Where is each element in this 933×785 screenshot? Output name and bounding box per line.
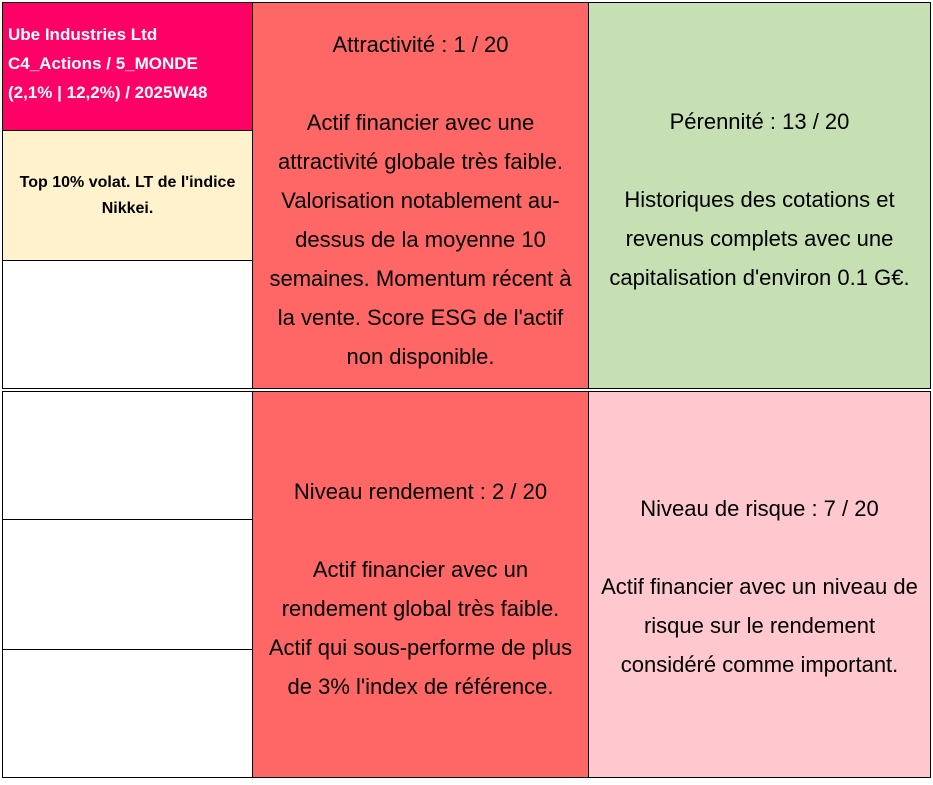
risque-heading: Niveau de risque : 7 / 20 bbox=[640, 496, 879, 521]
risque-text-3: considéré comme important. bbox=[620, 652, 899, 677]
volatility-note-cell bbox=[2, 130, 253, 261]
perennite-text-1: Historiques des cotations et bbox=[624, 187, 895, 212]
rendement-text-1: Actif financier avec un bbox=[312, 557, 529, 582]
perennite-text-2: revenus complets avec une bbox=[625, 226, 894, 251]
rendement-text-3: Actif qui sous-performe de plus bbox=[268, 635, 573, 660]
asset-stats: (2,1% | 12,2%) / 2025W48 bbox=[8, 83, 208, 102]
attractivite-text-7: non disponible. bbox=[346, 344, 495, 369]
asset-title-cell bbox=[2, 2, 253, 131]
perennite-heading: Pérennité : 13 / 20 bbox=[669, 109, 850, 134]
empty-cell-4 bbox=[2, 649, 253, 778]
attractivite-text-6: la vente. Score ESG de l'actif bbox=[277, 305, 564, 330]
risque-cell bbox=[588, 391, 931, 778]
perennite-text-3: capitalisation d'environ 0.1 G€. bbox=[609, 265, 910, 290]
risque-text-1: Actif financier avec un niveau de bbox=[601, 574, 918, 599]
attractivite-text-3: Valorisation notablement au- bbox=[281, 188, 560, 213]
attractivite-text-2: attractivité globale très faible. bbox=[278, 149, 563, 174]
rendement-text-4: de 3% l'index de référence. bbox=[287, 674, 554, 699]
rendement-cell bbox=[252, 391, 589, 778]
asset-category: C4_Actions / 5_MONDE bbox=[8, 54, 198, 73]
volatility-note-line-2: Nikkei. bbox=[101, 199, 154, 217]
asset-name: Ube Industries Ltd bbox=[8, 25, 158, 44]
attractivite-text-4: dessus de la moyenne 10 bbox=[295, 227, 546, 252]
attractivite-text-5: semaines. Momentum récent à bbox=[269, 266, 572, 291]
empty-cell-2 bbox=[2, 391, 253, 520]
rendement-heading: Niveau rendement : 2 / 20 bbox=[293, 479, 548, 504]
risque-text-2: risque sur le rendement bbox=[643, 613, 876, 638]
empty-cell-3 bbox=[2, 519, 253, 650]
empty-cell-1 bbox=[2, 260, 253, 389]
attractivite-text-1: Actif financier avec une bbox=[306, 110, 535, 135]
attractivite-heading: Attractivité : 1 / 20 bbox=[332, 32, 509, 57]
rendement-text-2: rendement global très faible. bbox=[281, 596, 560, 621]
perennite-cell bbox=[588, 2, 931, 389]
volatility-note-line-1: Top 10% volat. LT de l'indice bbox=[19, 173, 236, 191]
attractivite-cell bbox=[252, 2, 589, 389]
